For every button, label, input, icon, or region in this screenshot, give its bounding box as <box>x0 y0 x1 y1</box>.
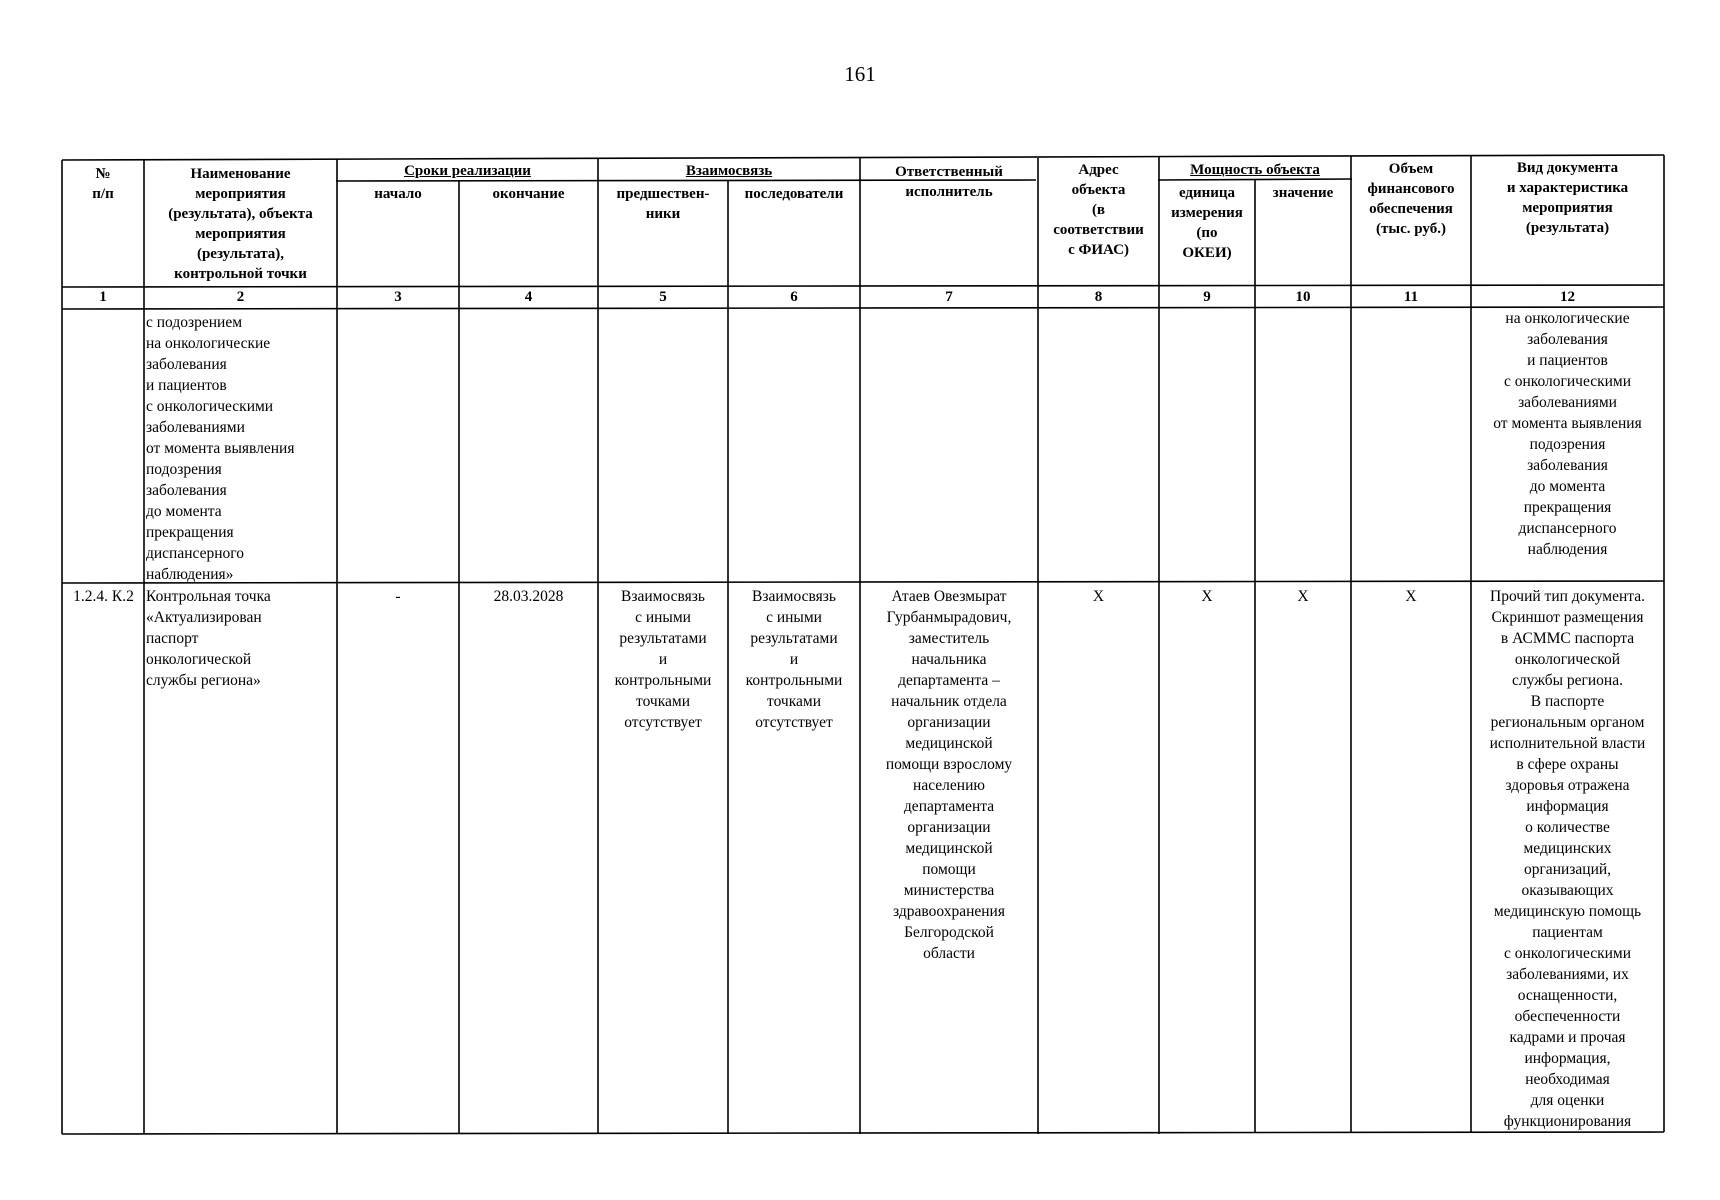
row2-unit: X <box>1201 588 1213 605</box>
header-start: начало <box>374 186 422 202</box>
row2-start: - <box>395 588 401 605</box>
header-event-name: Наименование мероприятия (результата), объекта мероприятия (результата), контрольной точки <box>168 166 313 282</box>
column-number-5: 5 <box>659 289 667 305</box>
header-document-type: Вид документа и характеристика мероприятия (результата) <box>1506 160 1629 236</box>
row2-number: 1.2.4. К.2 <box>73 588 134 605</box>
header-end: окончание <box>492 186 565 202</box>
header-terms-group: Сроки реализации <box>404 163 531 179</box>
row2-successors: Взаимосвязь с иными результатами и контрольными точками отсутствует <box>745 588 843 731</box>
row1-event-name: с подозрением на онкологические заболевания и пациентов с онкологическими заболеваниями от момента выявления подозрения заболевания до момента прекращения диспансерного наблюдения» <box>146 314 295 582</box>
row2-document-type: Прочий тип документа. Скриншот размещения в АСММС паспорта онкологической службы региона. В паспорте региональным органом исполнительной власти в сфере охраны здоровья отражена информация о количестве медицинских организаций, оказывающих медицинскую помощь пациентам с онкологическими заболеваниями, их оснащенности, обеспеченности кадрами и прочая информация, необходимая для оценки функционирования <box>1489 588 1646 1130</box>
header-predecessors: предшествен- ники <box>616 186 710 222</box>
page-number: 161 <box>844 62 876 86</box>
column-number-11: 11 <box>1403 289 1419 305</box>
column-number-9: 9 <box>1203 289 1211 305</box>
row2-end: 28.03.2028 <box>493 588 564 605</box>
row2-address: X <box>1092 588 1105 605</box>
header-funding: Объем финансового обеспечения (тыс. руб.) <box>1367 161 1455 237</box>
column-number-4: 4 <box>524 289 533 305</box>
column-number-1: 1 <box>99 289 107 305</box>
column-number-3: 3 <box>394 289 402 305</box>
row2-predecessors: Взаимосвязь с иными результатами и контрольными точками отсутствует <box>614 588 712 731</box>
header-row-number: № п/п <box>92 166 114 202</box>
header-links-group: Взаимосвязь <box>685 163 773 179</box>
header-address: Адрес объекта (в соответствии с ФИАС) <box>1053 162 1144 258</box>
row2-responsible: Атаев Овезмырат Гурбанмырадович, заместитель начальника департамента – начальник отдела организации медицинской помощи взрослому населению департамента организации медицинской помощи министерства здравоохранения Белгородской области <box>885 588 1013 962</box>
column-number-7: 7 <box>945 289 953 305</box>
row2-event-name: Контрольная точка «Актуализирован паспорт онкологической службы региона» <box>146 588 271 689</box>
column-number-8: 8 <box>1094 289 1103 305</box>
column-number-2: 2 <box>236 289 245 305</box>
column-number-12: 12 <box>1560 289 1575 305</box>
header-responsible: Ответственный исполнитель <box>895 164 1003 200</box>
column-number-10: 10 <box>1295 289 1311 305</box>
header-successors: последователи <box>744 186 844 202</box>
row2-value: X <box>1297 588 1309 605</box>
header-capacity-group: Мощность объекта <box>1190 162 1320 178</box>
column-number-6: 6 <box>790 289 798 305</box>
header-unit: единица измерения (по ОКЕИ) <box>1171 185 1243 261</box>
row1-document-type: на онкологические заболевания и пациентов с онкологическими заболеваниями от момента выявления подозрения заболевания до момента прекращения диспансерного наблюдения <box>1493 310 1642 558</box>
header-value: значение <box>1272 185 1334 201</box>
row2-funding: X <box>1405 588 1417 605</box>
